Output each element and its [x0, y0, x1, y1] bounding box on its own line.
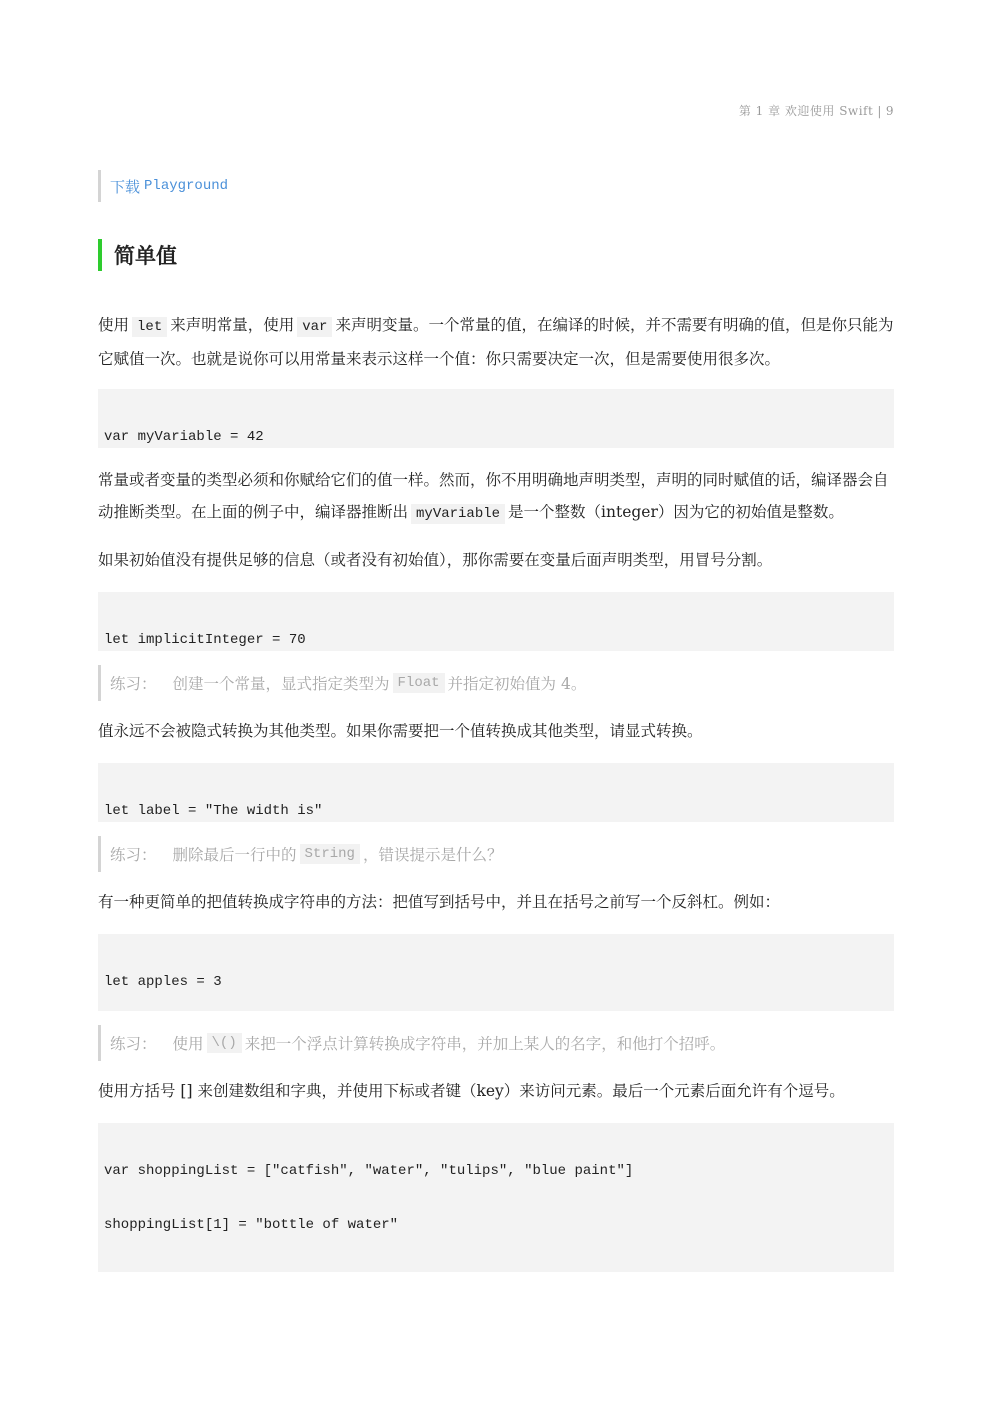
- code-line: shoppingList[1] = "bottle of water": [104, 1217, 399, 1233]
- text: 是一个整数（integer）因为它的初始值是整数。: [508, 503, 844, 521]
- text: 来声明变量。一个常量的值，在编译的时候，并不需要有明确的值，但是你只能为它赋值一次。也就是说你可以用常量来表示这样一个值：你只需要决定一次，但是需要使用很多次。: [98, 316, 894, 368]
- paragraph-explicit-conversion: 值永远不会被隐式转换为其他类型。如果你需要把一个值转换成其他类型，请显式转换。: [98, 722, 703, 740]
- code-line: [104, 1270, 888, 1272]
- paragraph-constants-variables: [98, 309, 894, 375]
- code-line: let implicitInteger = 70: [104, 632, 306, 648]
- code-line: let label = "The width is": [104, 803, 323, 819]
- code-line: let apples = 3: [104, 974, 222, 990]
- code-line: var shoppingList = ["catfish", "water", "tulips", "blue paint"]: [104, 1163, 634, 1179]
- exercise-remove-string: [98, 836, 502, 872]
- text: 并指定初始值为 4。: [447, 675, 587, 693]
- text: 来声明常量，使用: [170, 316, 295, 334]
- exercise-label: 练习：: [110, 846, 157, 864]
- code-block-variables: [98, 389, 894, 448]
- text: 使用: [98, 316, 130, 334]
- text: ，错误提示是什么？: [362, 846, 503, 864]
- inline-code-string: String: [300, 844, 360, 864]
- paragraph-type-annotation: 如果初始值没有提供足够的信息（或者没有初始值），那你需要在变量后面声明类型，用冒号分割。: [98, 551, 773, 569]
- inline-code-backslash-paren: \(): [207, 1033, 242, 1053]
- inline-code-myvariable: myVariable: [411, 504, 505, 524]
- section-title: 简单值: [98, 239, 177, 271]
- page-header: [739, 102, 894, 119]
- text: 常量或者变量的类型必须和你赋给它们的值一样。然而，你不用明确地声明类型，声明的同时赋值的话，编译器会自动推断类型。在上面的例子中，编译器推断出: [98, 471, 889, 521]
- text: 删除最后一行中的: [172, 846, 297, 864]
- paragraph-arrays-dictionaries: 使用方括号 [] 来创建数组和字典，并使用下标或者键（key）来访问元素。最后一个元素后面允许有个逗号。: [98, 1082, 845, 1100]
- inline-code-var: var: [297, 317, 332, 337]
- code-block-interpolation: [98, 934, 894, 1011]
- download-playground-link[interactable]: [98, 170, 228, 202]
- code-block-collections: [98, 1123, 894, 1272]
- header-separator: |: [877, 104, 882, 118]
- page-number: 9: [885, 104, 894, 118]
- code-block-conversion: [98, 763, 894, 822]
- paragraph-string-interpolation: 有一种更简单的把值转换成字符串的方法：把值写到括号中，并且在括号之前写一个反斜杠。例如：: [98, 893, 781, 911]
- download-label: 下载: [110, 177, 141, 196]
- download-name: Playground: [144, 178, 229, 194]
- code-line: var myVariable = 42: [104, 429, 264, 445]
- text: 来把一个浮点计算转换成字符串，并加上某人的名字，和他打个招呼。: [244, 1035, 726, 1053]
- text: 使用: [172, 1035, 204, 1053]
- exercise-label: 练习：: [110, 675, 157, 693]
- inline-code-float: Float: [393, 673, 445, 693]
- inline-code-let: let: [132, 317, 167, 337]
- chapter-title: 第 1 章 欢迎使用 Swift: [738, 104, 874, 118]
- exercise-float-constant: [98, 665, 586, 701]
- code-block-explicit-types: [98, 592, 894, 651]
- exercise-interpolation: [98, 1025, 725, 1061]
- text: 创建一个常量，显式指定类型为: [172, 675, 390, 693]
- exercise-label: 练习：: [110, 1035, 157, 1053]
- paragraph-type-inference: [98, 464, 894, 530]
